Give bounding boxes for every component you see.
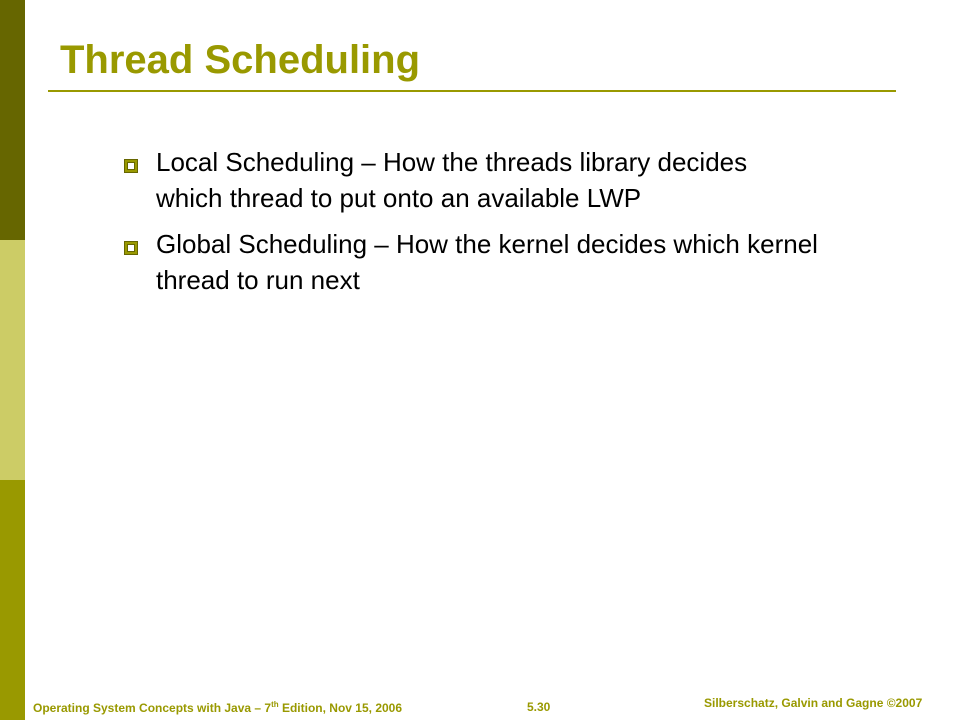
footer-page-number: 5.30 <box>527 700 551 714</box>
sidebar-segment-mid <box>0 480 25 720</box>
bullet-text: Global Scheduling – How the kernel decides which kernel thread to run next <box>156 229 818 295</box>
slide-title: Thread Scheduling <box>60 38 421 82</box>
sidebar-segment-light <box>0 240 25 480</box>
title-underline <box>48 90 896 92</box>
sidebar-segment-dark <box>0 0 25 240</box>
square-bullet-icon <box>124 159 138 173</box>
square-bullet-icon <box>124 241 138 255</box>
footer-book-title <box>33 700 402 715</box>
footer-copyright: Silberschatz, Galvin and Gagne ©2007 <box>704 696 923 710</box>
footer-book-title-pre: Operating System Concepts with Java – 7 <box>33 701 272 715</box>
sidebar-stripe <box>0 0 25 720</box>
bullet-text: Local Scheduling – How the threads library decides which thread to put onto an available LWP <box>156 147 748 213</box>
footer-book-title-post: Edition, Nov 15, 2006 <box>278 701 403 715</box>
bullet-list <box>120 144 820 308</box>
footer-book-title-sup: th <box>271 700 279 709</box>
bullet-item <box>120 144 820 216</box>
bullet-item <box>120 226 820 298</box>
